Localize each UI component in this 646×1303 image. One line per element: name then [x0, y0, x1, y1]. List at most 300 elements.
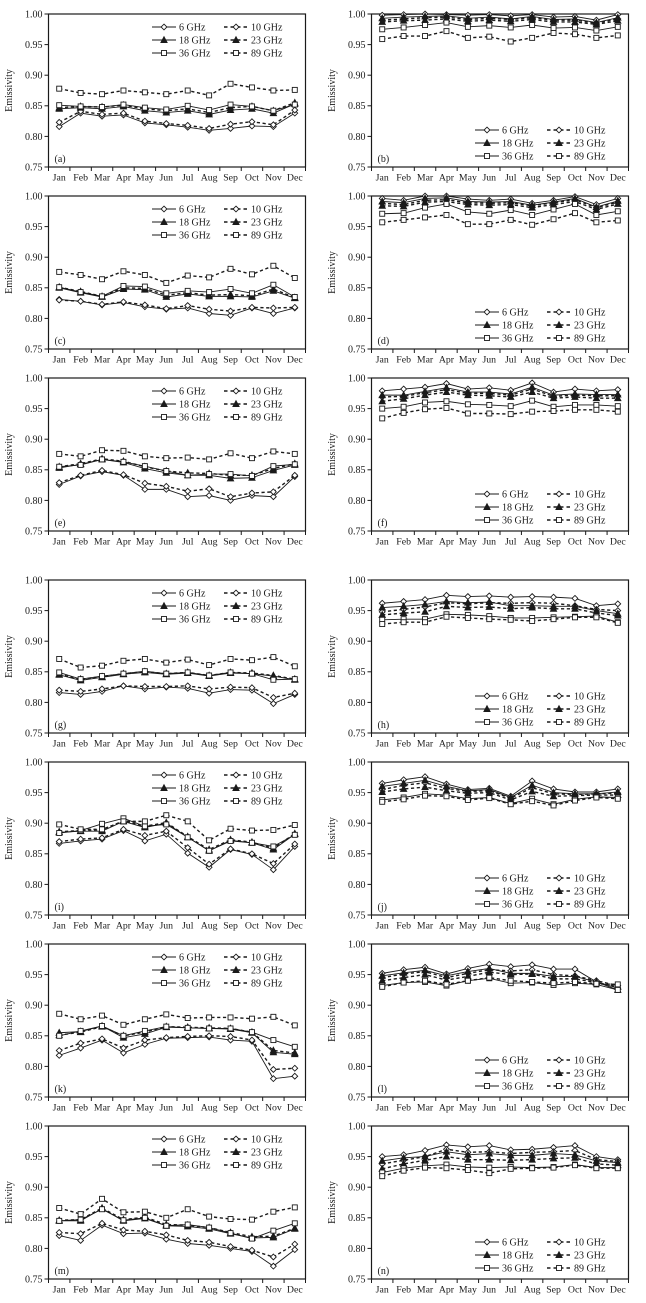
- square-marker-icon: [401, 797, 406, 802]
- square-marker-icon: [57, 656, 62, 661]
- square-marker-icon: [444, 1166, 449, 1171]
- legend-label: 6 GHz: [502, 691, 529, 703]
- square-marker-icon: [57, 269, 62, 274]
- square-marker-icon: [271, 1228, 276, 1233]
- x-tick-label: Jun: [159, 536, 174, 548]
- square-marker-icon: [207, 472, 212, 477]
- square-marker-icon: [207, 673, 212, 678]
- square-marker-icon: [487, 796, 492, 801]
- y-axis-label: Emissivity: [4, 635, 15, 678]
- x-tick-label: Feb: [73, 172, 88, 184]
- square-marker-icon: [292, 1023, 297, 1028]
- chart-svg-m: [0, 1116, 323, 1298]
- chart-panel-a: [0, 4, 323, 186]
- chart-group-top: [0, 4, 646, 550]
- x-tick-label: Sep: [223, 1102, 238, 1114]
- square-marker-icon: [164, 456, 169, 461]
- x-tick-label: Dec: [609, 1284, 626, 1296]
- x-tick-label: Jul: [504, 354, 517, 366]
- x-tick-label: Aug: [523, 172, 541, 184]
- square-marker-icon: [572, 211, 577, 216]
- x-tick-label: Mar: [93, 172, 111, 184]
- legend-label: 10 GHz: [574, 489, 606, 501]
- square-marker-icon: [162, 981, 167, 986]
- series-line-6ghz: [59, 1037, 295, 1079]
- diamond-marker-icon: [484, 693, 490, 699]
- square-marker-icon: [551, 1165, 556, 1170]
- y-tick-label: 0.95: [348, 606, 366, 617]
- square-marker-icon: [615, 404, 620, 409]
- square-marker-icon: [100, 448, 105, 453]
- legend-label: 10 GHz: [574, 1055, 606, 1067]
- legend: [475, 873, 606, 910]
- y-tick-label: 1.00: [348, 575, 366, 587]
- legend-label: 10 GHz: [574, 873, 606, 885]
- series-line-89ghz: [59, 1199, 295, 1220]
- square-marker-icon: [594, 212, 599, 217]
- square-marker-icon: [228, 287, 233, 292]
- square-marker-icon: [185, 1025, 190, 1030]
- square-marker-icon: [207, 1015, 212, 1020]
- chart-panel-h: [323, 570, 646, 752]
- square-marker-icon: [557, 720, 562, 725]
- legend-label: 36 GHz: [502, 151, 534, 163]
- square-marker-icon: [234, 233, 239, 238]
- legend-label: 23 GHz: [574, 320, 606, 332]
- square-marker-icon: [185, 670, 190, 675]
- y-tick-label: 1.00: [25, 373, 43, 385]
- x-tick-label: May: [458, 536, 477, 548]
- square-marker-icon: [423, 34, 428, 39]
- legend-label: 89 GHz: [574, 1081, 606, 1093]
- x-tick-label: Oct: [567, 738, 583, 750]
- x-tick-label: Sep: [546, 920, 561, 932]
- square-marker-icon: [465, 411, 470, 416]
- figure: [0, 4, 646, 1298]
- x-tick-label: Jun: [482, 536, 497, 548]
- legend: [475, 1055, 606, 1092]
- legend-label: 89 GHz: [574, 151, 606, 163]
- square-marker-icon: [423, 793, 428, 798]
- x-tick-label: Sep: [546, 172, 561, 184]
- y-tick-label: 0.75: [25, 910, 43, 922]
- square-marker-icon: [508, 802, 513, 807]
- series-line-6ghz: [59, 472, 295, 501]
- chart-group-bottom: [0, 570, 646, 1298]
- legend-label: 6 GHz: [502, 873, 529, 885]
- y-tick-label: 0.80: [25, 313, 43, 325]
- y-tick-label: 0.85: [348, 1031, 366, 1043]
- square-marker-icon: [185, 273, 190, 278]
- diamond-marker-icon: [551, 594, 557, 600]
- legend-label: 23 GHz: [251, 965, 283, 977]
- square-marker-icon: [121, 1210, 126, 1215]
- square-marker-icon: [249, 104, 254, 109]
- x-tick-label: Nov: [264, 172, 282, 184]
- square-marker-icon: [508, 412, 513, 417]
- square-marker-icon: [423, 205, 428, 210]
- diamond-marker-icon: [484, 1239, 490, 1245]
- y-tick-label: 0.75: [348, 1274, 366, 1286]
- diamond-marker-icon: [270, 701, 276, 707]
- square-marker-icon: [487, 617, 492, 622]
- x-tick-label: Oct: [244, 354, 260, 366]
- chart-svg-j: [323, 752, 646, 934]
- y-tick-label: 0.80: [25, 879, 43, 891]
- diamond-marker-icon: [233, 24, 239, 30]
- legend-label: 36 GHz: [179, 230, 211, 242]
- y-axis-label: Emissivity: [327, 635, 338, 678]
- y-tick-label: 0.95: [25, 606, 43, 617]
- x-tick-label: Nov: [264, 1102, 282, 1114]
- square-marker-icon: [142, 284, 147, 289]
- square-marker-icon: [401, 620, 406, 625]
- x-tick-label: Sep: [546, 738, 561, 750]
- y-tick-label: 0.90: [348, 636, 366, 648]
- y-tick-label: 0.75: [348, 344, 366, 356]
- legend: [152, 952, 283, 989]
- legend: [152, 386, 283, 423]
- square-marker-icon: [121, 1033, 126, 1038]
- chart-svg-g: [0, 570, 323, 752]
- y-tick-label: 0.80: [25, 1243, 43, 1255]
- diamond-marker-icon: [292, 1065, 298, 1071]
- square-marker-icon: [207, 1026, 212, 1031]
- square-marker-icon: [185, 455, 190, 460]
- panel-label: (c): [54, 336, 66, 347]
- square-marker-icon: [185, 473, 190, 478]
- x-tick-label: Jun: [482, 1102, 497, 1114]
- series-line-23ghz: [382, 972, 618, 987]
- diamond-marker-icon: [56, 1048, 62, 1054]
- square-marker-icon: [142, 819, 147, 824]
- square-marker-icon: [530, 1166, 535, 1171]
- legend-label: 36 GHz: [179, 48, 211, 60]
- square-marker-icon: [615, 796, 620, 801]
- legend: [152, 1134, 283, 1171]
- square-marker-icon: [401, 410, 406, 415]
- square-marker-icon: [401, 404, 406, 409]
- x-tick-label: Jan: [52, 1102, 66, 1114]
- diamond-marker-icon: [228, 1034, 234, 1040]
- series-line-89ghz: [59, 815, 295, 840]
- x-tick-label: Mar: [93, 1102, 111, 1114]
- series-line-6ghz: [59, 686, 295, 704]
- diamond-marker-icon: [615, 601, 621, 607]
- legend-label: 89 GHz: [251, 796, 283, 808]
- y-tick-label: 0.80: [348, 131, 366, 143]
- diamond-marker-icon: [233, 388, 239, 394]
- x-tick-label: May: [135, 738, 154, 750]
- square-marker-icon: [465, 615, 470, 620]
- legend: [475, 489, 606, 526]
- square-marker-icon: [228, 472, 233, 477]
- square-marker-icon: [162, 617, 167, 622]
- x-tick-label: Dec: [609, 354, 626, 366]
- y-tick-label: 0.90: [25, 818, 43, 830]
- square-marker-icon: [292, 677, 297, 682]
- y-tick-label: 0.75: [348, 1092, 366, 1104]
- square-marker-icon: [78, 104, 83, 109]
- square-marker-icon: [465, 209, 470, 214]
- diamond-marker-icon: [556, 693, 562, 699]
- legend-label: 18 GHz: [502, 704, 534, 716]
- square-marker-icon: [164, 671, 169, 676]
- y-tick-label: 0.95: [25, 404, 43, 415]
- x-tick-label: Nov: [264, 920, 282, 932]
- square-marker-icon: [162, 51, 167, 56]
- square-marker-icon: [100, 1024, 105, 1029]
- square-marker-icon: [380, 220, 385, 225]
- x-tick-label: Oct: [244, 920, 260, 932]
- y-axis-label: Emissivity: [4, 69, 15, 112]
- y-tick-label: 0.75: [25, 728, 43, 740]
- y-tick-label: 1.00: [348, 191, 366, 203]
- y-tick-label: 0.95: [348, 788, 366, 799]
- square-marker-icon: [615, 982, 620, 987]
- square-marker-icon: [164, 1223, 169, 1228]
- square-marker-icon: [557, 1266, 562, 1271]
- series-line-6ghz: [59, 113, 295, 130]
- x-tick-label: Mar: [93, 354, 111, 366]
- diamond-marker-icon: [270, 1067, 276, 1073]
- series-line-89ghz: [59, 1014, 295, 1026]
- y-tick-label: 0.95: [348, 222, 366, 233]
- chart-svg-n: [323, 1116, 646, 1298]
- square-marker-icon: [485, 518, 490, 523]
- y-tick-label: 0.90: [25, 252, 43, 264]
- x-tick-label: Oct: [244, 172, 260, 184]
- square-marker-icon: [401, 217, 406, 222]
- legend-label: 6 GHz: [179, 1134, 206, 1146]
- square-marker-icon: [207, 848, 212, 853]
- square-marker-icon: [57, 451, 62, 456]
- x-tick-label: Nov: [587, 920, 605, 932]
- x-tick-label: Feb: [73, 536, 88, 548]
- chart-svg-k: [0, 934, 323, 1116]
- x-tick-label: Mar: [93, 738, 111, 750]
- square-marker-icon: [249, 473, 254, 478]
- x-tick-label: Aug: [200, 172, 218, 184]
- square-marker-icon: [292, 276, 297, 281]
- series-line-89ghz: [382, 408, 618, 418]
- legend-label: 6 GHz: [502, 1055, 529, 1067]
- diamond-marker-icon: [292, 1241, 298, 1247]
- panel-label: (j): [377, 902, 387, 913]
- x-tick-label: Sep: [546, 1284, 561, 1296]
- series-line-23ghz: [59, 1208, 295, 1237]
- diamond-marker-icon: [233, 590, 239, 596]
- square-marker-icon: [142, 1215, 147, 1220]
- square-marker-icon: [487, 411, 492, 416]
- square-marker-icon: [423, 400, 428, 405]
- square-marker-icon: [551, 26, 556, 31]
- x-tick-label: Dec: [286, 738, 303, 750]
- x-tick-label: Oct: [244, 1102, 260, 1114]
- diamond-marker-icon: [233, 1136, 239, 1142]
- legend-label: 6 GHz: [179, 588, 206, 600]
- square-marker-icon: [228, 1217, 233, 1222]
- square-marker-icon: [380, 416, 385, 421]
- chart-svg-e: [0, 368, 323, 550]
- legend-label: 36 GHz: [502, 717, 534, 729]
- chart-panel-i: [0, 752, 323, 934]
- square-marker-icon: [78, 665, 83, 670]
- series-line-10ghz: [59, 300, 295, 311]
- y-tick-label: 0.85: [348, 1213, 366, 1225]
- square-marker-icon: [271, 464, 276, 469]
- y-tick-label: 0.80: [348, 495, 366, 507]
- chart-svg-b: [323, 4, 646, 186]
- x-tick-label: Mar: [416, 536, 434, 548]
- x-tick-label: Jan: [375, 1284, 389, 1296]
- square-marker-icon: [444, 982, 449, 987]
- x-tick-label: Apr: [438, 172, 455, 184]
- legend-label: 18 GHz: [502, 502, 534, 514]
- square-marker-icon: [551, 617, 556, 622]
- panel-label: (e): [54, 518, 66, 529]
- square-marker-icon: [234, 981, 239, 986]
- y-tick-label: 0.75: [25, 526, 43, 538]
- square-marker-icon: [228, 102, 233, 107]
- y-tick-label: 1.00: [25, 191, 43, 203]
- diamond-marker-icon: [233, 772, 239, 778]
- x-tick-label: Jan: [52, 920, 66, 932]
- x-tick-label: Jul: [181, 1102, 194, 1114]
- diamond-marker-icon: [121, 1227, 127, 1233]
- square-marker-icon: [185, 1222, 190, 1227]
- diamond-marker-icon: [484, 491, 490, 497]
- x-tick-label: Apr: [438, 1284, 455, 1296]
- legend-label: 6 GHz: [502, 307, 529, 319]
- square-marker-icon: [465, 797, 470, 802]
- square-marker-icon: [572, 798, 577, 803]
- diamond-marker-icon: [556, 1057, 562, 1063]
- square-marker-icon: [100, 1207, 105, 1212]
- legend-label: 23 GHz: [574, 138, 606, 150]
- x-tick-label: May: [458, 1102, 477, 1114]
- square-marker-icon: [271, 1209, 276, 1214]
- x-tick-label: Mar: [93, 1284, 111, 1296]
- x-tick-label: Feb: [73, 354, 88, 366]
- y-tick-label: 0.85: [348, 101, 366, 113]
- square-marker-icon: [572, 25, 577, 30]
- square-marker-icon: [530, 398, 535, 403]
- legend-label: 36 GHz: [179, 1160, 211, 1172]
- x-tick-label: Jul: [181, 920, 194, 932]
- square-marker-icon: [78, 454, 83, 459]
- series-line-18ghz: [59, 459, 295, 478]
- series-line-89ghz: [59, 266, 295, 283]
- square-marker-icon: [162, 1163, 167, 1168]
- x-tick-label: May: [135, 1284, 154, 1296]
- x-tick-label: May: [458, 354, 477, 366]
- square-marker-icon: [487, 211, 492, 216]
- panel-label: (i): [54, 902, 64, 913]
- diamond-marker-icon: [233, 954, 239, 960]
- legend-label: 36 GHz: [179, 614, 211, 626]
- x-tick-label: Nov: [264, 354, 282, 366]
- square-marker-icon: [228, 266, 233, 271]
- x-tick-label: Dec: [286, 1284, 303, 1296]
- x-tick-label: Mar: [93, 920, 111, 932]
- x-tick-label: Oct: [567, 1102, 583, 1114]
- series-line-89ghz: [59, 450, 295, 459]
- x-tick-label: Sep: [223, 738, 238, 750]
- x-tick-label: Apr: [438, 536, 455, 548]
- x-tick-label: Jan: [375, 1102, 389, 1114]
- diamond-marker-icon: [556, 875, 562, 881]
- square-marker-icon: [78, 290, 83, 295]
- x-tick-label: Oct: [567, 536, 583, 548]
- square-marker-icon: [57, 670, 62, 675]
- x-tick-label: Sep: [223, 536, 238, 548]
- y-tick-label: 1.00: [348, 9, 366, 21]
- chart-svg-d: [323, 186, 646, 368]
- square-marker-icon: [380, 27, 385, 32]
- square-marker-icon: [530, 799, 535, 804]
- square-marker-icon: [615, 33, 620, 38]
- x-tick-label: Mar: [416, 172, 434, 184]
- y-tick-label: 0.75: [348, 526, 366, 538]
- square-marker-icon: [444, 399, 449, 404]
- square-marker-icon: [234, 1163, 239, 1168]
- series-line-36ghz: [382, 23, 618, 31]
- legend-label: 89 GHz: [251, 230, 283, 242]
- square-marker-icon: [249, 1236, 254, 1241]
- x-tick-label: Mar: [93, 536, 111, 548]
- y-tick-label: 0.95: [25, 788, 43, 799]
- square-marker-icon: [508, 25, 513, 30]
- legend-label: 18 GHz: [179, 1147, 211, 1159]
- x-tick-label: Jul: [504, 536, 517, 548]
- chart-panel-d: [323, 186, 646, 368]
- x-tick-label: Apr: [115, 536, 132, 548]
- square-marker-icon: [164, 660, 169, 665]
- square-marker-icon: [57, 1206, 62, 1211]
- square-marker-icon: [164, 280, 169, 285]
- legend-label: 36 GHz: [502, 1081, 534, 1093]
- square-marker-icon: [78, 272, 83, 277]
- x-tick-label: Apr: [438, 1102, 455, 1114]
- legend-label: 18 GHz: [179, 399, 211, 411]
- y-axis-label: Emissivity: [4, 1181, 15, 1224]
- x-tick-label: Dec: [609, 738, 626, 750]
- square-marker-icon: [444, 29, 449, 34]
- x-tick-label: Dec: [286, 172, 303, 184]
- y-tick-label: 1.00: [25, 757, 43, 769]
- square-marker-icon: [164, 1215, 169, 1220]
- x-tick-label: Feb: [396, 172, 411, 184]
- x-tick-label: Nov: [587, 172, 605, 184]
- square-marker-icon: [292, 462, 297, 467]
- diamond-marker-icon: [228, 121, 234, 127]
- square-marker-icon: [249, 1217, 254, 1222]
- y-tick-label: 0.80: [25, 697, 43, 709]
- y-tick-label: 0.90: [25, 1182, 43, 1194]
- legend-label: 89 GHz: [574, 717, 606, 729]
- square-marker-icon: [423, 215, 428, 220]
- x-tick-label: Aug: [523, 536, 541, 548]
- chart-panel-g: [0, 570, 323, 752]
- x-tick-label: Jan: [375, 738, 389, 750]
- x-tick-label: Jun: [482, 354, 497, 366]
- x-tick-label: Dec: [286, 536, 303, 548]
- panel-label: (m): [54, 1266, 69, 1277]
- y-tick-label: 0.80: [348, 697, 366, 709]
- x-tick-label: Sep: [546, 1102, 561, 1114]
- x-tick-label: Jun: [159, 738, 174, 750]
